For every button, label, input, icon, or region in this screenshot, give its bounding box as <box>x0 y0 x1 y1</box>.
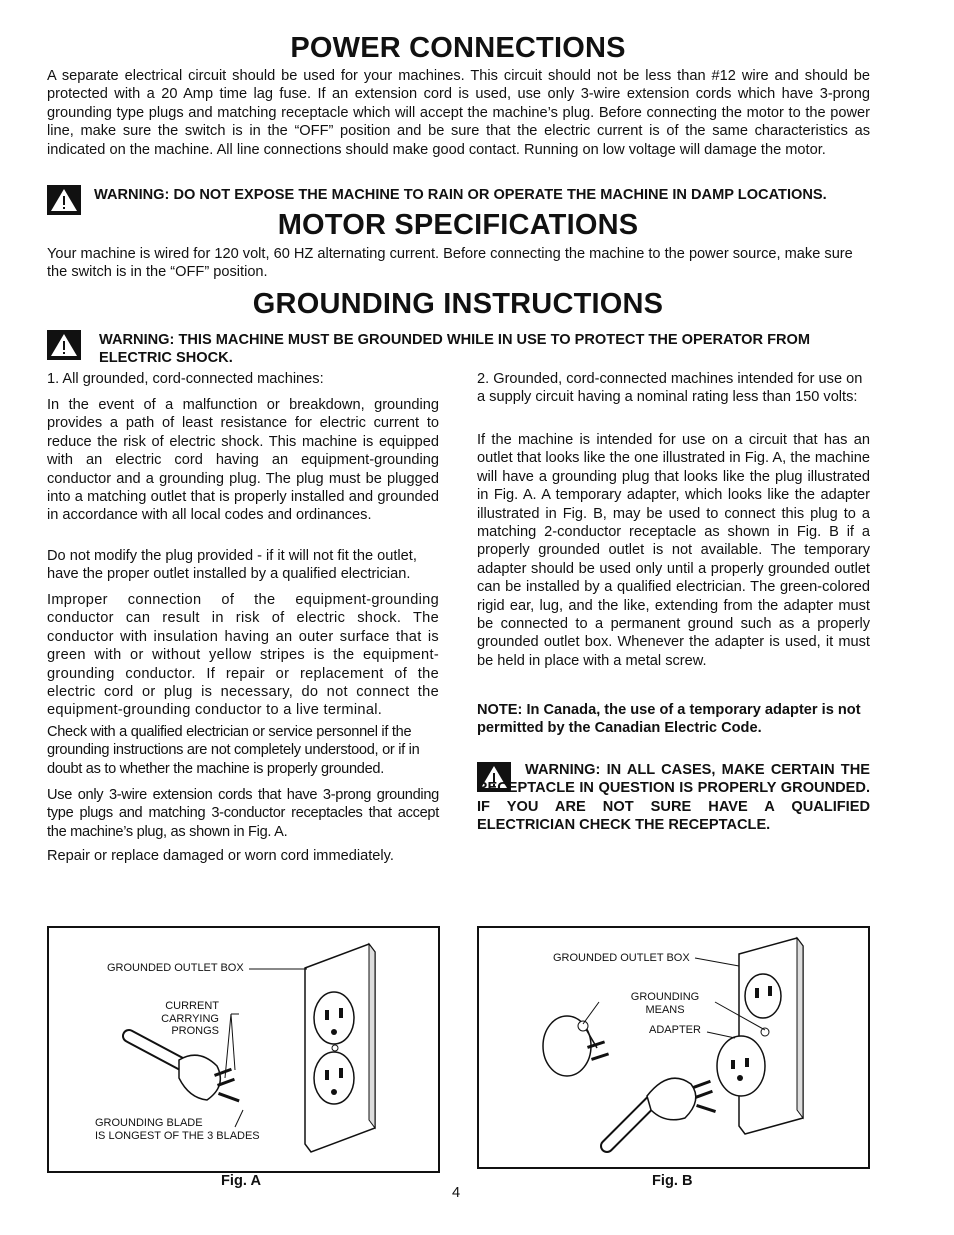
figure-a <box>47 926 440 1173</box>
receptacle-warning: WARNING: IN ALL CASES, MAKE CERTAIN THE RECEPTACLE IN QUESTION IS PROPERLY GROUNDED. IF YOU ARE NOT SURE HAVE A QUALIFIED ELECTRICIAN CHECK THE RECEPTACLE. <box>477 762 870 834</box>
power-body: A separate electrical circuit should be used for your machines. This circuit should not be less than #12 wire and should be protected with a 20 Amp time lag fuse. If an extension cord is used, use only 3-wire extension cords which have 3-prong grounding type plugs and matching receptacle which will accept the machine’s plug. Before connecting the motor to the power line, make sure the switch is in the “OFF” position and be sure that the electric current is of the same characteristics as indicated on the machine. All line connections should make good contact. Running on low voltage will damage the motor. <box>47 68 870 158</box>
power-title: POWER CONNECTIONS <box>290 32 626 64</box>
grounding-warning: WARNING: THIS MACHINE MUST BE GROUNDED WHILE IN USE TO PROTECT THE OPERATOR FROM ELECTRIC SHOCK. <box>99 332 811 367</box>
right-paragraph-1: If the machine is intended for use on a circuit that has an outlet that looks like the one illustrated in Fig. A, the machine will have a grounding plug that looks like the plug illustrated in Fig. A. A temporary adapter, which looks like the adapter illustrated in Fig. B, may be used to connect this plug to a matching 2-conductor receptacle as shown in Fig. B if a properly grounded outlet is not available. The temporary adapter should be used only until a properly grounded outlet can be installed by a qualified electrician. The green-colored rigid ear, lug, and the like, extending from the adapter must be connected to a permanent ground such as a properly grounded outlet box. Whenever the adapter is used, it must be held in place with a metal screw. <box>477 432 870 669</box>
page-number: 4 <box>452 1185 461 1201</box>
motor-title: MOTOR SPECIFICATIONS <box>277 209 639 241</box>
left-paragraph-4: Check with a qualified electrician or service personnel if the grounding instructions are not completely understood, or if in doubt as to whether the machine is properly grounded. <box>47 724 420 777</box>
warning-triangle-icon <box>47 330 81 360</box>
left-paragraph-2: Do not modify the plug provided - if it will not fit the outlet, have the proper outlet installed by a qualified electrician. <box>47 548 417 583</box>
figure-b-label-adapter: ADAPTER <box>649 1024 701 1036</box>
left-paragraph-5: Use only 3-wire extension cords that have 3-prong grounding type plugs and matching 3-conductor receptacles that accept the machine’s plug, as shown in Fig. A. <box>47 787 439 840</box>
left-paragraph-6: Repair or replace damaged or worn cord immediately. <box>47 848 394 864</box>
left-paragraph-3: Improper connection of the equipment-grounding conductor can result in risk of electric shock. The conductor with insulation having an outer surface that is green with or without yellow stripes is the equipment-grounding conductor. If repair or replacement of the electric cord or plug is necessary, do not connect the equipment-grounding conductor to a live terminal. <box>47 592 439 719</box>
grounding-title: GROUNDING INSTRUCTIONS <box>252 288 664 320</box>
canada-note: NOTE: In Canada, the use of a temporary adapter is not permitted by the Canadian Electric Code. <box>477 702 861 737</box>
figure-b-label-outlet-box: GROUNDED OUTLET BOX <box>553 952 690 964</box>
figure-a-label-outlet-box: GROUNDED OUTLET BOX <box>107 962 244 974</box>
left-heading: 1. All grounded, cord-connected machines: <box>47 371 324 387</box>
figure-a-label-prongs: CURRENT CARRYING PRONGS <box>161 1000 219 1038</box>
left-paragraph-1: In the event of a malfunction or breakdown, grounding provides a path of least resistance for electric current to reduce the risk of electric shock. This machine is equipped with an electric cord having an equipment-grounding conductor and a grounding plug. The plug must be plugged into a matching outlet that is properly installed and grounded in accordance with all local codes and ordinances. <box>47 397 439 524</box>
figure-b <box>477 926 870 1169</box>
figure-b-label-grounding-means: GROUNDING MEANS <box>630 991 700 1016</box>
figure-a-caption: Fig. A <box>221 1173 261 1189</box>
motor-body: Your machine is wired for 120 volt, 60 HZ alternating current. Before connecting the machine to the power source, make sure the switch is in the “OFF” position. <box>47 246 853 281</box>
figure-b-caption: Fig. B <box>652 1173 693 1189</box>
power-warning: WARNING: DO NOT EXPOSE THE MACHINE TO RAIN OR OPERATE THE MACHINE IN DAMP LOCATIONS. <box>94 187 827 203</box>
figure-a-label-blade: GROUNDING BLADE IS LONGEST OF THE 3 BLADES <box>95 1117 260 1142</box>
right-heading: 2. Grounded, cord-connected machines intended for use on a supply circuit having a nominal rating less than 150 volts: <box>477 371 863 406</box>
